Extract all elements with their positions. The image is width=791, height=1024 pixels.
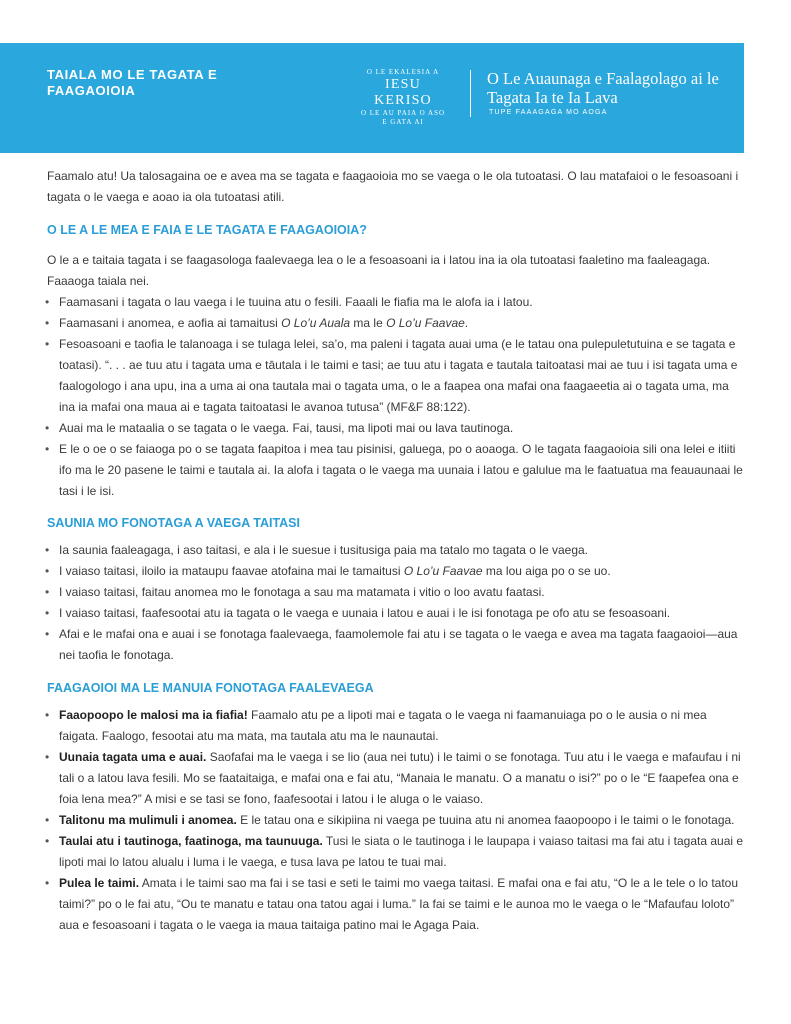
list-item: • I vaiaso taitasi, faitau anomea mo le fonotaga a sau ma matamata i vitio o loo avatu faatasi.: [47, 582, 747, 603]
church-logo-line4: E GATA AI: [382, 118, 424, 126]
church-logo-line2: IESU KERISO: [374, 77, 432, 108]
church-logo-line1: O LE EKALESIA A: [366, 68, 440, 76]
section-heading-facilitate: FAAGAOIOI MA LE MANUIA FONOTAGA FAALEVAEGA: [47, 681, 374, 695]
list-item: • Faamasani i anomea, e aofia ai tamaitusi O Lo’u Auala ma le O Lo’u Faavae.: [47, 313, 747, 334]
church-logo: [360, 68, 446, 127]
list-item: • Faamasani i tagata o lau vaega i le tuuina atu o fesili. Faaali le fiafia ma le alofa ia i latou.: [47, 292, 747, 313]
list-item: • Ia saunia faaleagaga, i aso taitasi, e ala i le suesue i tusitusiga paia ma tatalo mo tagata o le vaega.: [47, 540, 747, 561]
section-role-intro: O le a e taitaia tagata i se faagasologa faalevaega lea o le a fesoasoani ia i latou ina ia ola tutoatasi faaletino ma faaleagaga. Faaaoga taiala nei.: [47, 253, 711, 288]
booklet-title: O Lo’u Auala: [281, 316, 351, 330]
list-item: • I vaiaso taitasi, faafesootai atu ia tagata o le vaega e uunaia i latou e auai i le isi fonotaga pe ofo atu se fesoasoani.: [47, 603, 747, 624]
item-lead: Taulai atu i tautinoga, faatinoga, ma taunuuga.: [59, 834, 323, 848]
list-item: • Afai e le mafai ona e auai i se fonotaga faalevaega, faamolemole fai atu i se tagata o le vaega e avea ma tagata faagaoioi—aua nei taofia le fonotaga.: [47, 624, 747, 666]
logo-divider: [470, 70, 471, 117]
list-item: • I vaiaso taitasi, iloilo ia mataupu faavae atofaina mai le tamaitusi O Lo’u Faavae ma lou aiga po o se uo.: [47, 561, 747, 582]
item-lead: Faaopoopo le malosi ma ia fiafia!: [59, 708, 248, 722]
program-subtitle: TUPE FAAAGAGA MO AOGA: [489, 109, 608, 116]
section-heading-prepare: SAUNIA MO FONOTAGA A VAEGA TAITASI: [47, 516, 300, 530]
list-item: • Pulea le taimi. Amata i le taimi sao ma fai i se tasi e seti le taimi mo vaega taitasi. E mafai ona e fai atu, “O le a le tele o lo tatou taimi?” po o le fai atu, “Ou te manatu e tatau ona tatou agai i luma.” Ia fai se taimi e le aunoa mo le vaega o le “Mafaufau loloto” aua e fesoasoani i tagata o le vaega ia maua taitaiga patino mai le Agaga Paia.: [47, 873, 747, 936]
header-banner: [0, 43, 744, 153]
list-item: • Taulai atu i tautinoga, faatinoga, ma taunuuga. Tusi le siata o le tautinoga i le laupapa i vaiaso taitasi ma fai atu i tagata auai e lipoti mai lo latou alualu i luma i le vaega, e tusa lava pe latou te tuai mai.: [47, 831, 747, 873]
section-heading-role: O LE A LE MEA E FAIA E LE TAGATA E FAAGAOIOIA?: [47, 223, 367, 237]
item-lead: Talitonu ma mulimuli i anomea.: [59, 813, 237, 827]
item-lead: Pulea le taimi.: [59, 876, 140, 890]
list-item: • Auai ma le mataalia o se tagata o le vaega. Fai, tausi, ma lipoti mai ou lava tautinoga.: [47, 418, 747, 439]
booklet-title: O Lo’u Faavae: [403, 564, 483, 578]
list-item: • Uunaia tagata uma e auai. Saofafai ma le vaega i se lio (aua nei tutu) i le taimi o se fonotaga. Tuu atu i le vaega e mafaufau i ni tali o a latou lava fesili. Mo se faataitaiga, e mafai ona e fai atu, “Manaia le manatu. O a manatu o isi?” po o le “E faapefea ona e foia lena mea?” A misi e se tasi se fono, faafesootai i latou i le aluga o le vaiaso.: [47, 747, 747, 810]
list-item: • Faaopoopo le malosi ma ia fiafia! Faamalo atu pe a lipoti mai e tagata o le vaega ni faamanuiaga po o le ausia o ni mea faigata. Faalogo, fesootai atu ma mata, ma tautala atu ma le naunautai.: [47, 705, 747, 747]
church-logo-line3: O LE AU PAIA O ASO: [360, 109, 446, 117]
booklet-title: O Lo’u Faavae: [386, 316, 465, 330]
section-role-list: [47, 292, 747, 502]
program-title: O Le Auaunaga e Faalagolago ai le Tagata Ia te Ia Lava: [487, 69, 719, 107]
section-prepare-list: [47, 540, 747, 666]
document-body: [47, 166, 747, 936]
list-item: • Fesoasoani e taofia le talanoaga i se tulaga lelei, sa’o, ma paleni i tagata auai uma (e le tatau ona pulepuletutuina e se tagata e toatasi). “. . . ae tuu atu i tagata uma e tāutala i le taimi e tasi; ae tuu atu i tagata e tautala taitoatasi mai ae tuu i isi tagata uma e faalogologo i ana upu, ina a uma ai ona tautala mai o tagata uma, o le a faapea ona mafai ona faagaeetia ai o tagata uma, ma ina ia mafai ona maua ai e tagata taitoatasi le avanoa tutusa” (MF&F 88:122).: [47, 334, 747, 418]
document-title: TAIALA MO LE TAGATA E FAAGAOIOIA: [47, 67, 218, 98]
list-item: • Talitonu ma mulimuli i anomea. E le tatau ona e sikipiina ni vaega pe tuuina atu ni anomea faaopoopo i le taimi o le fonotaga.: [47, 810, 747, 831]
item-lead: Uunaia tagata uma e auai.: [59, 750, 207, 764]
intro-paragraph: Faamalo atu! Ua talosagaina oe e avea ma se tagata e faagaoioia mo se vaega o le ola tutoatasi. O lau matafaioi o le fesoasoani i tagata o le vaega e aoao ia ola tutoatasi atili.: [47, 169, 739, 204]
list-item: • E le o oe o se faiaoga po o se tagata faapitoa i mea tau pisinisi, galuega, po o aoaoga. O le tagata faagaoioia sili ona lelei e itiiti ifo ma le 20 pasene le taimi e tautala ai. Ia alofa i tagata o le vaega ma uunaia i latou e galulue ma le faatuatua ma feauaunaai le tasi i le isi.: [47, 439, 747, 502]
section-facilitate-list: [47, 705, 747, 936]
